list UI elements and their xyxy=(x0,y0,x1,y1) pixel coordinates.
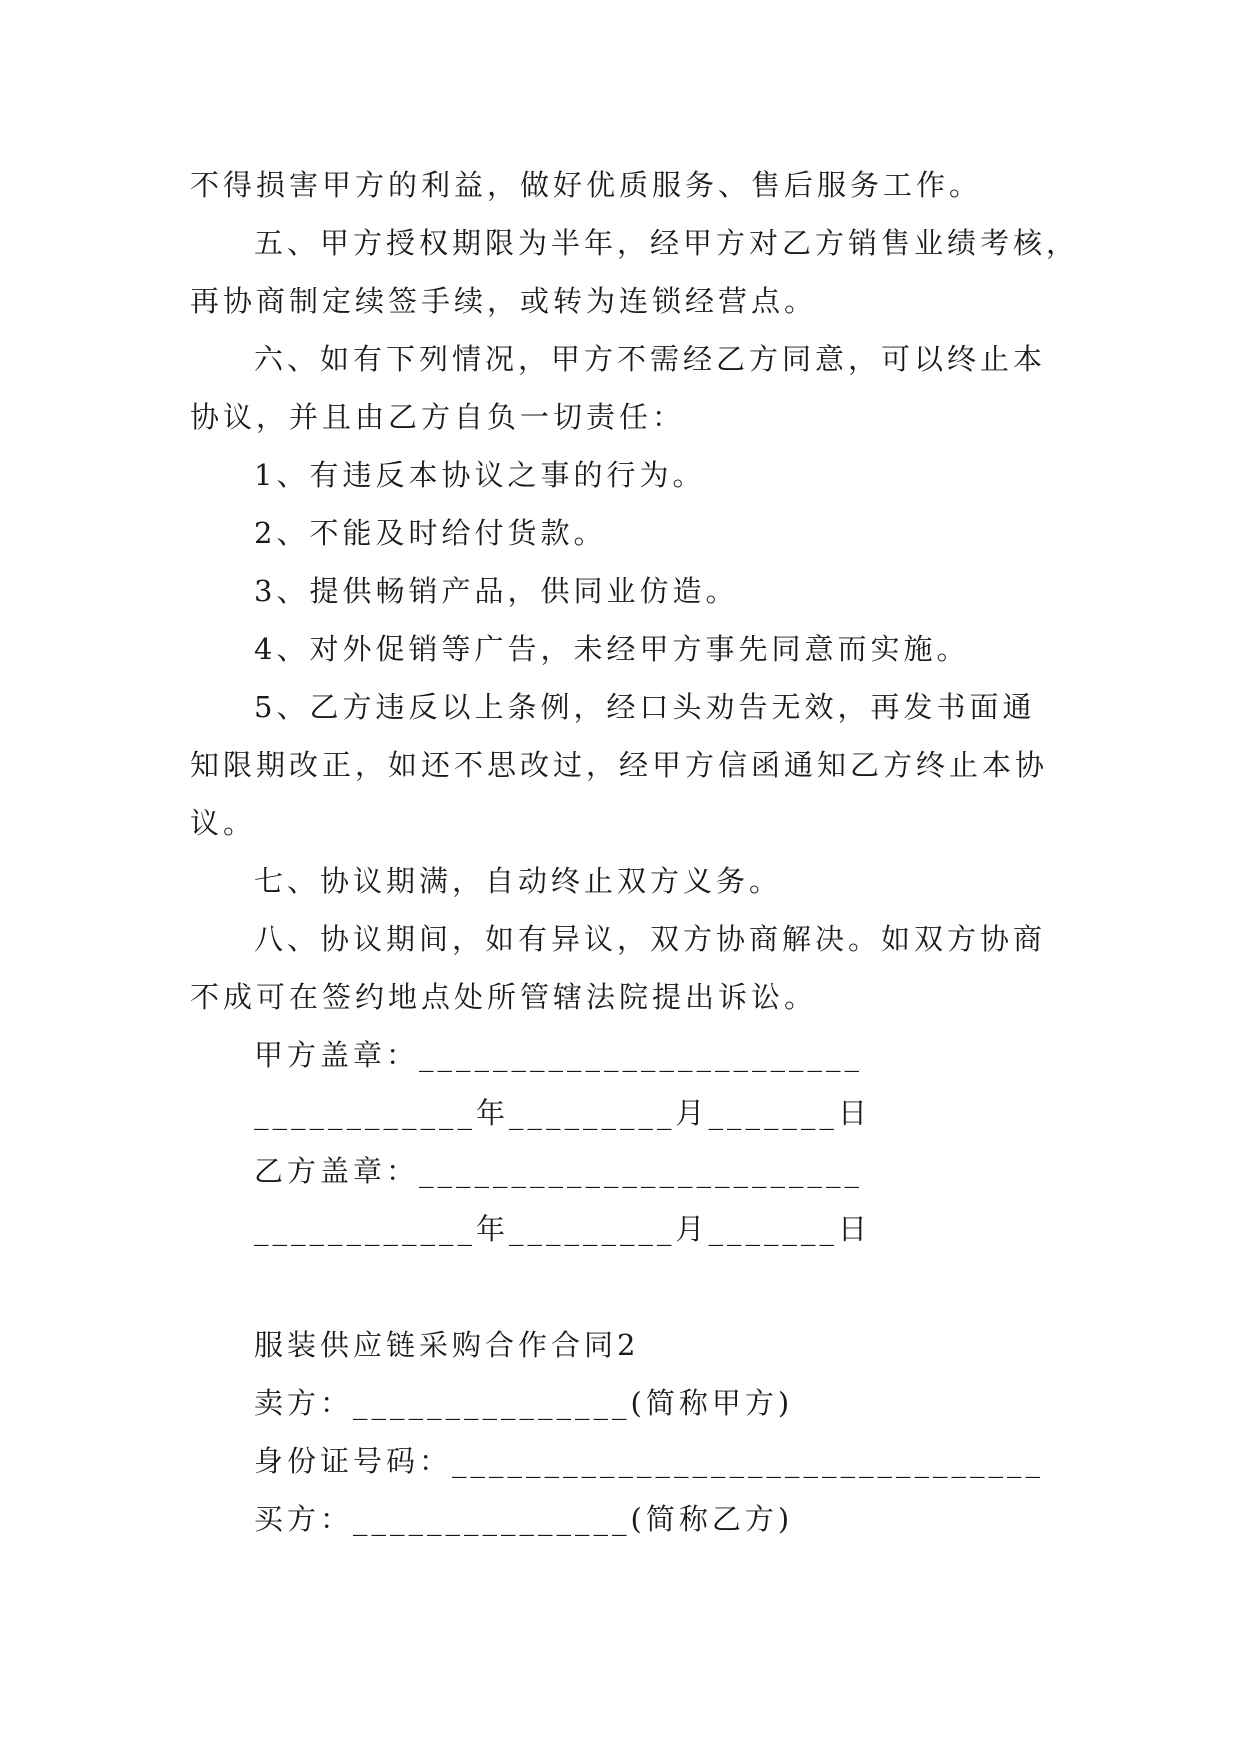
list-item: 1、有违反本协议之事的行为。 xyxy=(254,458,706,492)
document-body xyxy=(190,156,1080,1548)
paragraph-line: 六、如有下列情况，甲方不需经乙方同意，可以终止本 xyxy=(254,342,1047,376)
paragraph-line: 五、甲方授权期限为半年，经甲方对乙方销售业绩考核， xyxy=(254,226,1080,260)
party-a-date-line: ____________年_________月_______日 xyxy=(254,1096,872,1130)
party-b-seal-line: 乙方盖章：________________________ xyxy=(254,1154,864,1188)
paragraph-line: 知限期改正，如还不思改过，经甲方信函通知乙方终止本协 xyxy=(190,748,1049,782)
paragraph-line: 不成可在签约地点处所管辖法院提出诉讼。 xyxy=(190,980,818,1014)
list-item: 5、乙方违反以上条例，经口头劝告无效，再发书面通 xyxy=(254,690,1036,724)
id-number-line: 身份证号码：________________________________ xyxy=(254,1444,1045,1478)
paragraph-line: 七、协议期满，自动终止双方义务。 xyxy=(254,864,783,898)
party-a-seal-line: 甲方盖章：________________________ xyxy=(254,1038,864,1072)
list-item: 2、不能及时给付货款。 xyxy=(254,516,607,550)
contract-title: 服装供应链采购合作合同2 xyxy=(254,1328,640,1362)
list-item: 3、提供畅销产品，供同业仿造。 xyxy=(254,574,739,608)
list-item: 4、对外促销等广告，未经甲方事先同意而实施。 xyxy=(254,632,970,666)
section-spacer xyxy=(190,1258,1060,1316)
paragraph-line: 议。 xyxy=(190,806,257,840)
paragraph-line: 八、协议期间，如有异议，双方协商解决。如双方协商 xyxy=(254,922,1047,956)
paragraph-line: 协议，并且由乙方自负一切责任： xyxy=(190,400,686,434)
seller-line: 卖方：_______________(简称甲方) xyxy=(254,1386,794,1420)
buyer-line: 买方：_______________(简称乙方) xyxy=(254,1502,794,1536)
paragraph-line: 不得损害甲方的利益，做好优质服务、售后服务工作。 xyxy=(190,168,983,202)
party-b-date-line: ____________年_________月_______日 xyxy=(254,1212,872,1246)
paragraph-line: 再协商制定续签手续，或转为连锁经营点。 xyxy=(190,284,818,318)
